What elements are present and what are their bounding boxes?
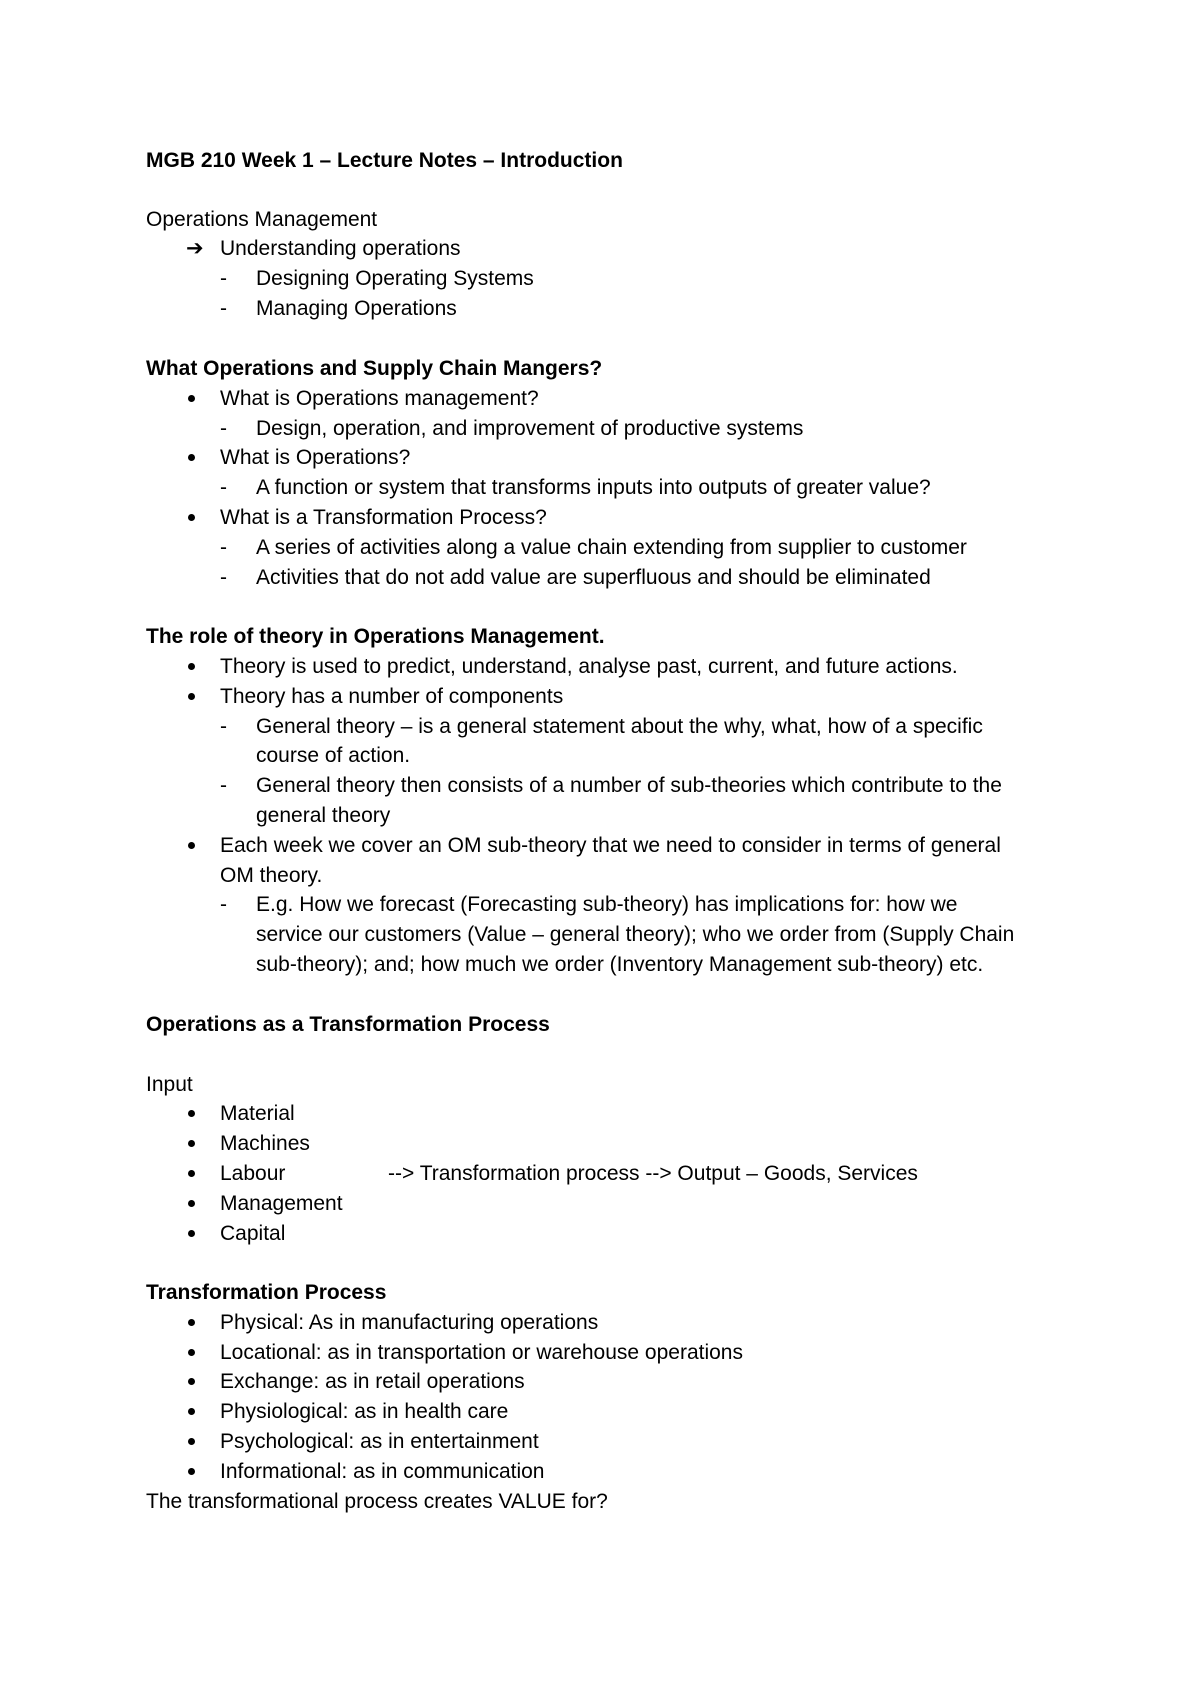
- bullet-icon: [188, 454, 195, 461]
- bullet-list-item: Physical: As in manufacturing operations: [220, 1310, 598, 1336]
- section-heading: Transformation Process: [146, 1281, 387, 1304]
- bullet-list-item: Psychological: as in entertainment: [220, 1429, 539, 1455]
- dash-list-item: - Managing Operations: [220, 297, 457, 320]
- dash-list-item-continuation: general theory: [256, 804, 391, 827]
- bullet-icon: [188, 1140, 195, 1147]
- bullet-list-item: Theory has a number of components: [220, 684, 563, 710]
- dash-list-item-continuation: service our customers (Value – general theory); who we order from (Supply Chain: [256, 923, 1015, 946]
- bullet-list-item: What is Operations?: [220, 445, 410, 471]
- bullet-icon: [188, 1408, 195, 1415]
- bullet-list-item-continuation: OM theory.: [220, 864, 323, 887]
- document-title: MGB 210 Week 1 – Lecture Notes – Introduction: [146, 149, 623, 172]
- bullet-icon: [188, 842, 195, 849]
- bullet-icon: [188, 514, 195, 521]
- intro-heading: Operations Management: [146, 208, 378, 231]
- bullet-icon: [188, 395, 195, 402]
- dash-list-item: - General theory – is a general statement about the why, what, how of a specific: [220, 715, 983, 738]
- bullet-icon: [188, 1319, 195, 1326]
- bullet-list-item: Each week we cover an OM sub-theory that we need to consider in terms of general: [220, 833, 1001, 859]
- dash-list-item: - General theory then consists of a number of sub-theories which contribute to the: [220, 774, 1002, 797]
- bullet-icon: [188, 1468, 195, 1475]
- bullet-icon: [188, 1110, 195, 1117]
- dash-list-item-continuation: course of action.: [256, 744, 411, 767]
- bullet-list-item: Management: [220, 1191, 343, 1217]
- arrow-right-icon: ➔: [186, 237, 204, 260]
- bullet-icon: [188, 1378, 195, 1385]
- dash-list-item-continuation: sub-theory); and; how much we order (Inventory Management sub-theory) etc.: [256, 953, 984, 976]
- dash-list-item: - Design, operation, and improvement of productive systems: [220, 417, 804, 440]
- transformation-flow: --> Transformation process --> Output – Goods, Services: [388, 1162, 918, 1185]
- dash-list-item: - Designing Operating Systems: [220, 267, 534, 290]
- bullet-icon: [188, 1230, 195, 1237]
- section-heading: Operations as a Transformation Process: [146, 1013, 550, 1036]
- bullet-list-item: What is a Transformation Process?: [220, 505, 547, 531]
- bullet-icon: [188, 1349, 195, 1356]
- bullet-list-item: Capital: [220, 1221, 285, 1247]
- section-heading: What Operations and Supply Chain Mangers?: [146, 357, 603, 380]
- bullet-list-item: Theory is used to predict, understand, analyse past, current, and future actions.: [220, 654, 958, 680]
- dash-list-item: - A function or system that transforms inputs into outputs of greater value?: [220, 476, 931, 499]
- bullet-list-item: What is Operations management?: [220, 386, 539, 412]
- bullet-list-item: Locational: as in transportation or warehouse operations: [220, 1340, 743, 1366]
- bullet-icon: [188, 1438, 195, 1445]
- bullet-list-item: Informational: as in communication: [220, 1459, 545, 1485]
- bullet-list-item: Physiological: as in health care: [220, 1399, 508, 1425]
- section-heading: The role of theory in Operations Management.: [146, 625, 605, 648]
- bullet-icon: [188, 693, 195, 700]
- bullet-icon: [188, 663, 195, 670]
- bullet-icon: [188, 1200, 195, 1207]
- bullet-list-item: Machines: [220, 1131, 310, 1157]
- dash-list-item: - E.g. How we forecast (Forecasting sub-theory) has implications for: how we: [220, 893, 958, 916]
- dash-list-item: - Activities that do not add value are superfluous and should be eliminated: [220, 566, 931, 589]
- dash-list-item: - A series of activities along a value chain extending from supplier to customer: [220, 536, 967, 559]
- bullet-list-item: Labour: [220, 1161, 285, 1187]
- input-label: Input: [146, 1073, 193, 1096]
- bullet-list-item: Material: [220, 1101, 295, 1127]
- bullet-icon: [188, 1170, 195, 1177]
- bullet-list-item: Exchange: as in retail operations: [220, 1369, 525, 1395]
- arrow-list-item: ➔ Understanding operations: [186, 237, 461, 260]
- closing-line: The transformational process creates VALUE for?: [146, 1490, 608, 1513]
